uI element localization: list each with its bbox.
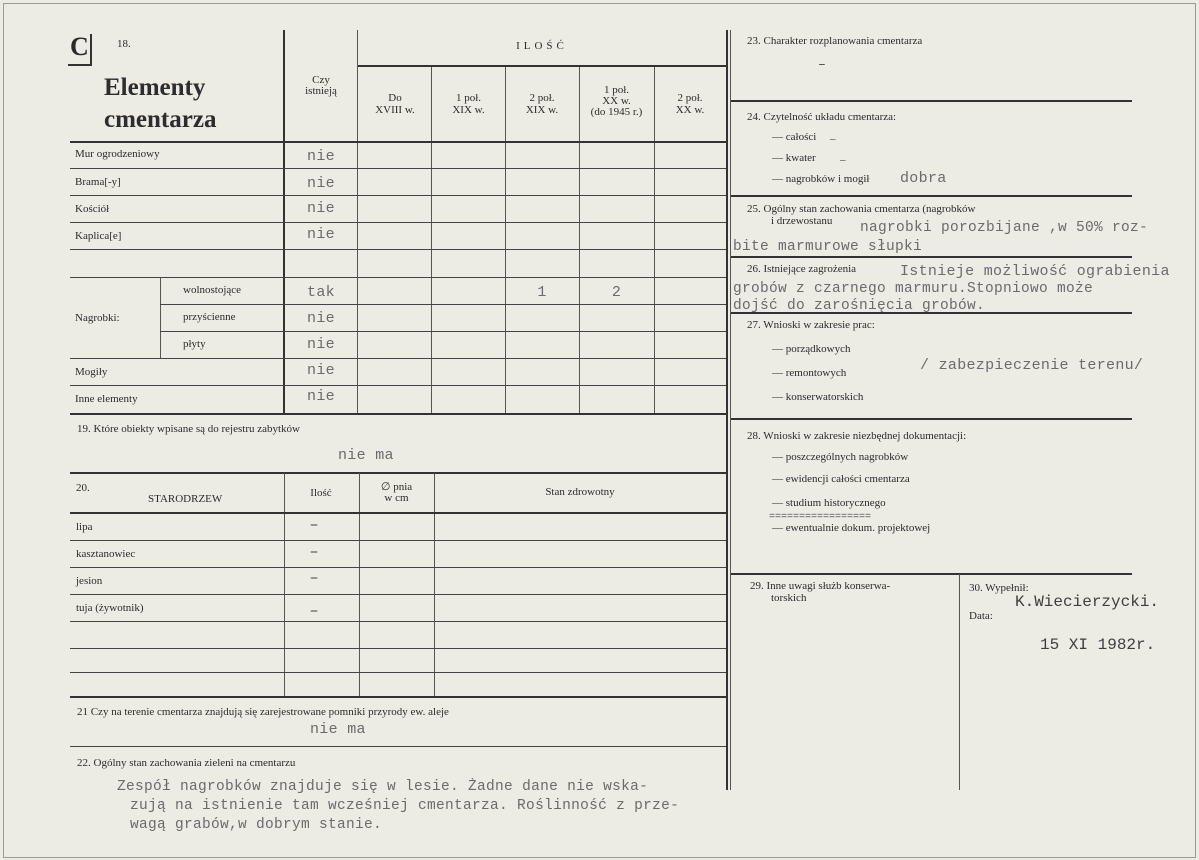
s28-item-2: — ewidencji całości cmentarza xyxy=(772,473,910,485)
row-label-przyscienne: przyścienne xyxy=(183,311,236,323)
divider xyxy=(434,473,435,696)
section-18-number: 18. xyxy=(117,38,131,50)
s28-item-3: — studium historycznego xyxy=(772,497,886,509)
divider xyxy=(70,472,726,474)
s20-col-stan: Stan zdrowotny xyxy=(545,486,615,498)
s30-name: K.Wiecierzycki. xyxy=(1015,593,1160,611)
s26-label: 26. Istniejące zagrożenia xyxy=(747,263,857,275)
divider xyxy=(160,278,161,358)
s29-label-2: torskich xyxy=(771,592,807,604)
s22-text-line3: wagą grabów,w dobrym stanie. xyxy=(130,817,383,833)
tree-qty: – xyxy=(309,517,319,534)
divider xyxy=(160,304,726,305)
divider xyxy=(726,30,728,790)
exists-mur: nie xyxy=(307,148,335,165)
divider xyxy=(70,413,726,415)
period-header-2-xix: 2 poł. XIX w. xyxy=(525,92,559,116)
divider xyxy=(731,256,1132,258)
row-label-plyty: płyty xyxy=(183,338,206,350)
row-label-brama: Brama[-y] xyxy=(75,176,121,188)
divider xyxy=(70,621,726,622)
s24-nagrobkow: — nagrobków i mogił xyxy=(772,173,870,185)
s25-label-2: i drzewostanu xyxy=(771,215,833,227)
divider xyxy=(70,141,726,143)
s30-label: 30. Wypełnił: xyxy=(969,582,1029,594)
divider xyxy=(505,66,506,414)
divider xyxy=(70,648,726,649)
divider xyxy=(70,567,726,568)
divider xyxy=(731,418,1132,420)
s26-value-2: grobów z czarnego marmuru.Stopniowo może xyxy=(733,281,1094,297)
s22-text-line1: Zespół nagrobków znajduje się w lesie. Żadne dane nie wska- xyxy=(117,779,649,795)
divider xyxy=(70,594,726,595)
divider xyxy=(70,672,726,673)
col-ilosc-header: ILOŚĆ xyxy=(516,40,568,52)
s20-col-pnia-1: ∅ pnia xyxy=(380,481,413,493)
table-title-line1: Elementy xyxy=(104,74,206,101)
s26-value-3: dojść do zarośnięcia grobów. xyxy=(733,298,986,314)
s24-kwater-value: – xyxy=(840,154,846,166)
divider xyxy=(70,168,726,169)
s20-col-pnia-2: w cm xyxy=(384,492,409,504)
s24-calosci: — całości xyxy=(772,131,817,143)
divider xyxy=(731,100,1132,102)
s24-kwater: — kwater xyxy=(772,152,816,164)
s28-item-1: — poszczególnych nagrobków xyxy=(772,451,909,463)
divider xyxy=(730,30,731,790)
divider xyxy=(70,277,726,278)
s20-number: 20. xyxy=(76,482,90,494)
exists-brama: nie xyxy=(307,175,335,192)
s27-item-3: — konserwatorskich xyxy=(772,391,864,403)
s21-value: nie ma xyxy=(310,721,366,738)
divider xyxy=(731,573,1132,575)
exists-wolnostojace: tak xyxy=(307,284,335,301)
s27-item-1: — porządkowych xyxy=(772,343,851,355)
divider xyxy=(70,696,726,698)
s21-label: 21 Czy na terenie cmentarza znajdują się zarejestrowane pomniki przyrody ew. aleje xyxy=(77,706,449,718)
row-label-nagrobki: Nagrobki: xyxy=(75,312,120,324)
tree-qty: – xyxy=(309,570,319,587)
s25-value-2: bite marmurowe słupki xyxy=(733,239,923,255)
s30-date: 15 XI 1982r. xyxy=(1040,636,1156,654)
divider xyxy=(731,195,1132,197)
section-letter: C xyxy=(70,32,89,61)
s27-label: 27. Wnioski w zakresie prac: xyxy=(747,319,875,331)
period-header-1-xix: 1 poł. XIX w. xyxy=(452,92,485,116)
col-exists-header-1: Czy xyxy=(312,74,330,86)
divider xyxy=(70,512,726,514)
divider xyxy=(70,222,726,223)
s20-title: STARODRZEW xyxy=(148,493,223,505)
s29-label-1: 29. Inne uwagi służb konserwa- xyxy=(750,580,891,592)
divider xyxy=(70,385,726,386)
tree-name: kasztanowiec xyxy=(76,548,136,560)
s26-value-1: Istnieje możliwość ograbienia xyxy=(900,263,1170,280)
tree-name: lipa xyxy=(76,521,93,533)
divider xyxy=(70,540,726,541)
tree-name: tuja (żywotnik) xyxy=(76,602,144,614)
divider xyxy=(431,66,432,414)
divider xyxy=(731,312,1132,314)
s22-text-line2: zują na istnienie tam wcześniej cmentarza. Roślinność z prze- xyxy=(130,798,680,814)
row-label-wolnostojace: wolnostojące xyxy=(183,284,242,296)
tree-qty: – xyxy=(309,603,319,620)
s23-label: 23. Charakter rozplanowania cmentarza xyxy=(747,35,923,47)
row-label-kaplica: Kaplica[e] xyxy=(75,230,122,242)
s24-label: 24. Czytelność układu cmentarza: xyxy=(747,111,897,123)
s28-overline: ================= xyxy=(769,512,872,523)
period-header-1-xx: 1 poł. XX w. (do 1945 r.) xyxy=(590,84,643,118)
s27-item-2: — remontowych xyxy=(772,367,847,379)
row-label-mur: Mur ogrodzeniowy xyxy=(75,148,160,160)
divider xyxy=(70,746,726,747)
exists-mogily: nie xyxy=(307,362,335,379)
qty-wolno-2-xix: 1 xyxy=(537,284,547,301)
divider xyxy=(70,195,726,196)
exists-kaplica: nie xyxy=(307,226,335,243)
s28-item-4: — ewentualnie dokum. projektowej xyxy=(772,522,931,534)
row-label-kosciol: Kościół xyxy=(75,203,110,215)
s24-calosci-value: – xyxy=(830,133,836,145)
s24-nagrobkow-value: dobra xyxy=(900,170,947,187)
tree-qty: – xyxy=(309,544,319,561)
tree-name: jesion xyxy=(76,575,103,587)
exists-kosciol: nie xyxy=(307,200,335,217)
period-header-2-xx: 2 poł. XX w. xyxy=(675,92,705,116)
divider xyxy=(359,473,360,696)
s25-label-1: 25. Ogólny stan zachowania cmentarza (nagrobków xyxy=(747,203,976,215)
s23-value: – xyxy=(818,57,826,72)
divider xyxy=(654,66,655,414)
divider xyxy=(160,331,726,332)
s19-label: 19. Które obiekty wpisane są do rejestru zabytków xyxy=(77,423,300,435)
s25-value-1: nagrobki porozbijane ,w 50% roz- xyxy=(860,220,1149,236)
divider xyxy=(358,65,726,67)
divider xyxy=(579,66,580,414)
col-exists-header-2: istnieją xyxy=(305,85,337,97)
row-label-inne: Inne elementy xyxy=(75,393,138,405)
s22-label: 22. Ogólny stan zachowania zieleni na cmentarzu xyxy=(77,757,296,769)
s28-label: 28. Wnioski w zakresie niezbędnej dokumentacji: xyxy=(747,430,967,442)
period-header-xviii: Do XVIII w. xyxy=(375,92,415,116)
qty-wolno-1-xx: 2 xyxy=(611,284,622,301)
divider xyxy=(70,358,726,359)
exists-inne: nie xyxy=(307,388,335,405)
exists-plyty: nie xyxy=(307,336,335,353)
s20-col-ilosc: Ilość xyxy=(310,487,332,499)
row-label-mogily: Mogiły xyxy=(75,366,108,378)
s30-date-label: Data: xyxy=(969,610,993,622)
s27-value: / zabezpieczenie terenu/ xyxy=(920,357,1144,374)
exists-przyscienne: nie xyxy=(307,310,335,327)
divider xyxy=(959,574,960,790)
divider xyxy=(70,249,726,250)
table-title-line2: cmentarza xyxy=(104,106,217,133)
s19-value: nie ma xyxy=(338,447,394,464)
